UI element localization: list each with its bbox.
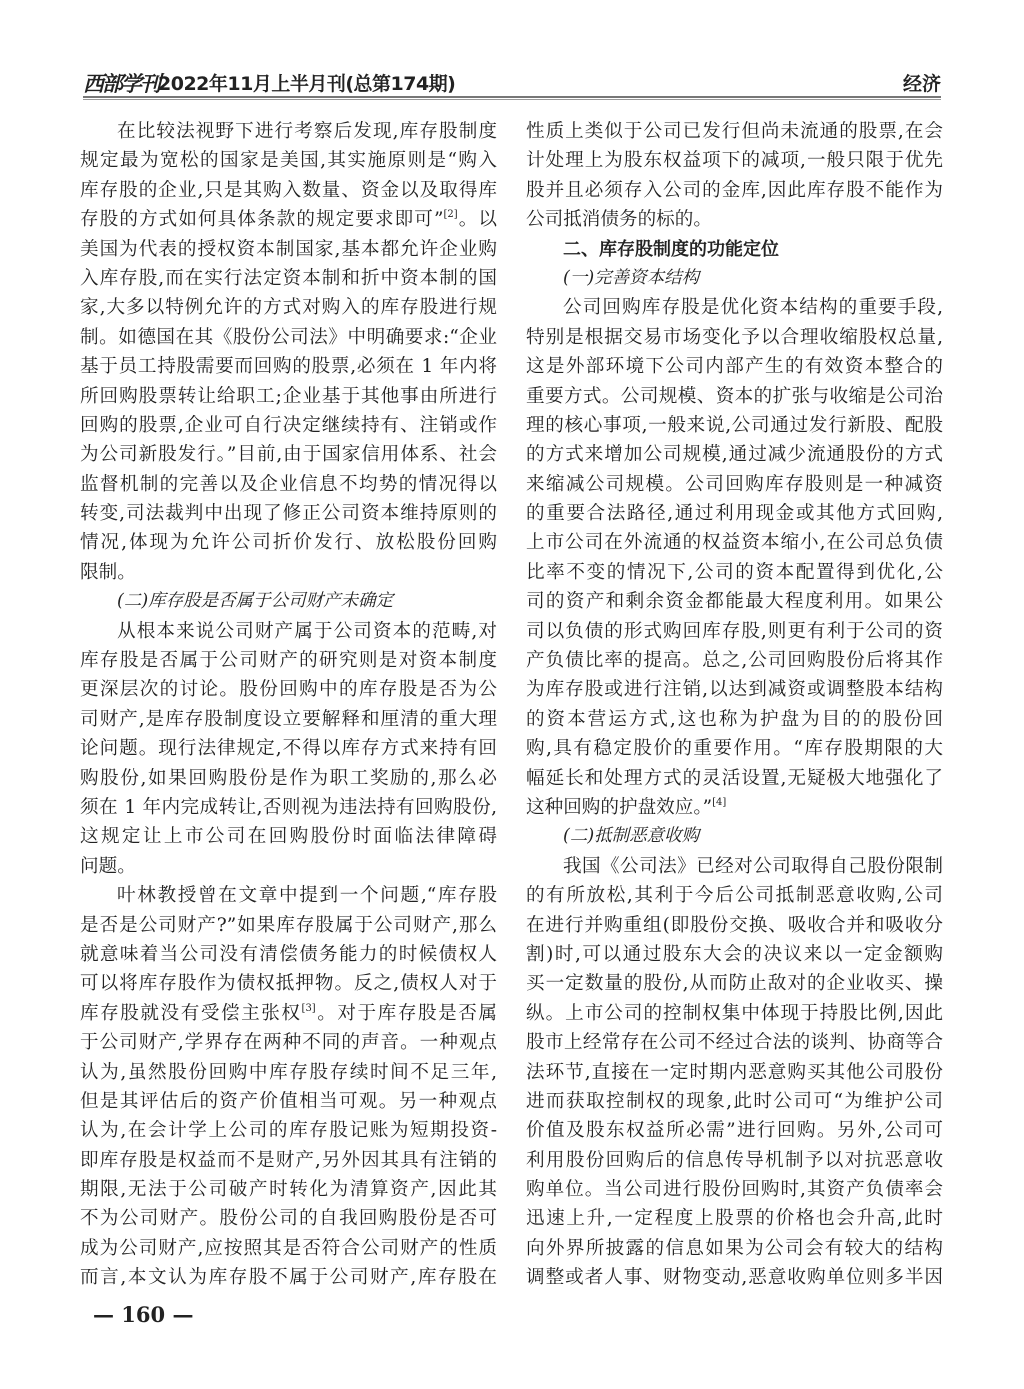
section-heading [526, 235, 943, 264]
line-text: 成为公司财产,应按照其是否符合公司财产的性质 [80, 1237, 497, 1259]
text-line [80, 1234, 497, 1263]
line-text: 这规定让上市公司在回购股份时面临法律障碍 [80, 826, 497, 848]
text-line [526, 411, 943, 440]
text-line [526, 852, 943, 881]
line-text: 公司回购库存股是优化资本结构的重要手段, [563, 297, 943, 319]
line-text: 规定最为宽松的国家是美国,其实施原则是“购入 [80, 150, 497, 172]
line-text: 在进行并购重组(即股份交换、吸收合并和吸收分 [526, 914, 943, 936]
right-column [526, 117, 943, 1293]
line-text: 认为,在会计学上公司的库存股记账为短期投资- [80, 1120, 497, 1142]
text-line [80, 705, 497, 734]
line-text: 购单位。当公司进行股份回购时,其资产负债率会 [526, 1179, 943, 1201]
text-line [80, 352, 497, 381]
text-line [80, 382, 497, 411]
line-text: 不为公司财产。股份公司的自我回购股份是否可 [80, 1208, 497, 1230]
line-text: 法环节,直接在一定时期内恶意购买其他公司股份 [526, 1061, 943, 1083]
text-line [526, 587, 943, 616]
line-text: 家,大多以特例允许的方式对购入的库存股进行规 [80, 297, 497, 319]
line-text: 库存股就没有受偿主张权 [80, 1002, 302, 1024]
line-text: 这种回购的护盘效应。” [526, 796, 713, 818]
line-text: 但是其评估后的资产价值相当可观。另一种观点 [80, 1090, 497, 1112]
text-line [526, 1087, 943, 1116]
text-line [80, 499, 497, 528]
line-text: 的方式来增加公司规模,通过减少流通股份的方式 [526, 444, 943, 466]
text-line [526, 1028, 943, 1057]
text-line [80, 1146, 497, 1175]
line-text: 更深层次的讨论。股份回购中的库存股是否为公 [80, 679, 497, 701]
text-line [80, 852, 497, 881]
line-text: (二)抵制恶意收购 [563, 826, 700, 847]
line-text: 二、库存股制度的功能定位 [563, 238, 779, 260]
line-text: 来缩减公司规模。公司回购库存股则是一种减资 [526, 473, 943, 495]
text-line [526, 911, 943, 940]
line-text: 认为,虽然股份回购中库存股存续时间不足三年, [80, 1061, 497, 1083]
line-text: 问题。 [80, 855, 136, 877]
line-text: 为库存股或进行注销,以达到减资或调整股本结构 [526, 679, 943, 701]
text-line [80, 1058, 497, 1087]
text-line [526, 969, 943, 998]
text-line [526, 382, 943, 411]
text-line [80, 1175, 497, 1204]
text-line [526, 293, 943, 322]
text-line [80, 411, 497, 440]
citation-ref: [2] [443, 209, 458, 221]
text-line [80, 470, 497, 499]
line-text: 限制。 [80, 561, 136, 583]
text-line [526, 1058, 943, 1087]
text-line [80, 675, 497, 704]
line-text: 为公司新股发行。”目前,由于国家信用体系、社会 [80, 444, 497, 466]
text-line [80, 617, 497, 646]
line-text: 幅延长和处理方式的灵活设置,无疑极大地强化了 [526, 767, 943, 789]
line-text: 。对于库存股是否属 [315, 1002, 497, 1024]
line-text: 。以 [457, 209, 497, 231]
section-heading [80, 587, 497, 616]
line-text: 购,具有稳定股价的重要作用。“库存股期限的大 [526, 738, 943, 760]
line-text: 我国《公司法》已经对公司取得自己股份限制 [563, 855, 943, 877]
text-line [80, 146, 497, 175]
text-line [526, 1263, 943, 1292]
line-text: 司的资产和剩余资金都能最大程度利用。如果公 [526, 591, 943, 613]
header-rule [83, 96, 941, 100]
citation-ref: [4] [712, 796, 727, 808]
journal-logo: 西部学刊 [83, 71, 159, 96]
text-line [526, 1146, 943, 1175]
line-text: 重要方式。公司规模、资本的扩张与收缩是公司治 [526, 385, 943, 407]
line-text: 是否是公司财产?”如果库存股属于公司财产,那么 [80, 914, 497, 936]
line-text: 性质上类似于公司已发行但尚未流通的股票,在会 [526, 121, 943, 142]
text-line [526, 558, 943, 587]
line-text: 论问题。现行法律规定,不得以库存方式来持有回 [80, 738, 497, 760]
text-line [80, 264, 497, 293]
line-text: 情况,体现为允许公司折价发行、放松股份回购 [80, 532, 497, 554]
line-text: 进而获取控制权的现象,此时公司可“为维护公司 [526, 1090, 943, 1112]
line-text: 美国为代表的授权资本制国家,基本都允许企业购 [80, 238, 497, 260]
line-text: 制。如德国在其《股份公司法》中明确要求:“企业 [80, 326, 497, 348]
line-text: 购股份,如果回购股份是作为职工奖励的,那么必 [80, 767, 497, 789]
line-text: 基于员工持股需要而回购的股票,必须在 1 年内将 [80, 356, 497, 378]
line-text: 向外界所披露的信息如果为公司会有较大的结构 [526, 1237, 943, 1259]
text-line [80, 528, 497, 557]
text-line [526, 705, 943, 734]
text-line [526, 793, 943, 822]
text-line [80, 323, 497, 352]
text-line [80, 440, 497, 469]
text-line [526, 352, 943, 381]
text-line [80, 793, 497, 822]
line-text: 股并且必须存入公司的金库,因此库存股不能作为 [526, 179, 943, 201]
line-text: 比率不变的情况下,公司的资本配置得到优化,公 [526, 561, 943, 583]
text-line [526, 440, 943, 469]
line-text: 的重要合法路径,通过利用现金或其他方式回购, [526, 503, 943, 525]
line-text: 理的核心事项,一般来说,公司通过发行新股、配股 [526, 414, 943, 436]
line-text: 存股的方式如何具体条款的规定要求即可” [80, 209, 444, 231]
text-line [526, 999, 943, 1028]
line-text: 这是外部环境下公司内部产生的有效资本整合的 [526, 356, 943, 378]
line-text: 入库存股,而在实行法定资本制和折中资本制的国 [80, 267, 497, 289]
text-line [80, 1263, 497, 1292]
text-line [526, 940, 943, 969]
text-line [526, 323, 943, 352]
text-line [526, 1116, 943, 1145]
line-text: 利用股份回购后的信息传导机制予以对抗恶意收 [526, 1149, 943, 1171]
issue-info: 2022年11月上半月刊(总第174期) [158, 73, 456, 95]
section-heading [526, 264, 943, 293]
text-line [526, 675, 943, 704]
line-text: 股市上经常存在公司不经过合法的谈判、协商等合 [526, 1032, 943, 1054]
text-line [526, 881, 943, 910]
section-name: 经济 [902, 73, 941, 95]
text-line [526, 646, 943, 675]
line-text: 就意味着当公司没有清偿债务能力的时候债权人 [80, 943, 497, 965]
line-text: 调整或者人事、财物变动,恶意收购单位则多半因 [526, 1267, 943, 1289]
line-text: 而言,本文认为库存股不属于公司财产,库存股在 [80, 1267, 497, 1289]
text-line [526, 470, 943, 499]
text-line [526, 1175, 943, 1204]
line-text: 计处理上为股东权益项下的减项,一般只限于优先 [526, 150, 943, 172]
line-text: 割)时,可以通过股东大会的决议来以一定金额购 [526, 943, 943, 965]
text-line [526, 1204, 943, 1233]
line-text: 司以负债的形式购回库存股,则更有利于公司的资 [526, 620, 943, 642]
line-text: (一)完善资本结构 [563, 267, 700, 288]
text-line [526, 176, 943, 205]
text-line [526, 528, 943, 557]
line-text: 纵。上市公司的控制权集中体现于持股比例,因此 [526, 1002, 943, 1024]
line-text: 的资本营运方式,这也称为护盘为目的的股份回 [526, 708, 943, 730]
line-text: 库存股的企业,只是其购入数量、资金以及取得库 [80, 179, 497, 201]
text-line [526, 205, 943, 234]
text-line [526, 146, 943, 175]
line-text: 在比较法视野下进行考察后发现,库存股制度 [117, 121, 497, 142]
text-line [80, 999, 497, 1028]
line-text: 价值及股东权益所必需”进行回购。另外,公司可 [526, 1120, 943, 1142]
text-line [80, 293, 497, 322]
line-text: 库存股是否属于公司财产的研究则是对资本制度 [80, 650, 497, 672]
left-column [80, 117, 497, 1293]
text-line [80, 940, 497, 969]
line-text: 从根本来说公司财产属于公司资本的范畴,对 [117, 620, 497, 642]
line-text: 公司抵消债务的标的。 [526, 209, 712, 231]
text-line [80, 911, 497, 940]
text-line [80, 205, 497, 234]
text-line [526, 499, 943, 528]
line-text: 叶林教授曾在文章中提到一个问题,“库存股 [117, 885, 497, 907]
text-line [80, 734, 497, 763]
text-line [80, 176, 497, 205]
line-text: 转变,司法裁判中出现了修正公司资本维持原则的 [80, 503, 497, 525]
line-text: 司财产,是库存股制度设立要解释和厘清的重大理 [80, 708, 497, 730]
citation-ref: [3] [301, 1002, 316, 1014]
line-text: 迅速上升,一定程度上股票的价格也会升高,此时 [526, 1208, 943, 1230]
line-text: 产负债比率的提高。总之,公司回购股份后将其作 [526, 650, 943, 672]
line-text: 监督机制的完善以及企业信息不均势的情况得以 [80, 473, 497, 495]
line-text: 的有所放松,其利于今后公司抵制恶意收购,公司 [526, 885, 943, 907]
text-line [80, 235, 497, 264]
page-number: — 160 — [93, 1302, 194, 1327]
text-line [80, 558, 497, 587]
line-text: 买一定数量的股份,从而防止敌对的企业收买、操 [526, 973, 943, 995]
text-line [526, 617, 943, 646]
text-line [80, 1028, 497, 1057]
line-text: 即库存股是权益而不是财产,另外因其具有注销的 [80, 1149, 497, 1171]
line-text: 可以将库存股作为债权抵押物。反之,债权人对于 [80, 973, 497, 995]
line-text: 于公司财产,学界存在两种不同的声音。一种观点 [80, 1032, 497, 1054]
section-heading [526, 822, 943, 851]
line-text: 回购的股票,企业可自行决定继续持有、注销或作 [80, 414, 497, 436]
running-header [83, 68, 941, 94]
line-text: 特别是根据交易市场变化予以合理收缩股权总量, [526, 326, 943, 348]
text-line [80, 1116, 497, 1145]
text-line [80, 881, 497, 910]
text-line [526, 734, 943, 763]
text-line [526, 1234, 943, 1263]
text-line [526, 764, 943, 793]
line-text: 所回购股票转让给职工;企业基于其他事由所进行 [80, 385, 497, 407]
line-text: 期限,无法于公司破产时转化为清算资产,因此其 [80, 1179, 497, 1201]
text-line [80, 969, 497, 998]
text-line [80, 822, 497, 851]
text-line [526, 117, 943, 146]
line-text: 须在 1 年内完成转让,否则视为违法持有回购股份, [80, 796, 497, 818]
text-line [80, 646, 497, 675]
text-line [80, 117, 497, 146]
line-text: (二)库存股是否属于公司财产未确定 [117, 591, 394, 612]
text-line [80, 1087, 497, 1116]
text-line [80, 1204, 497, 1233]
text-line [80, 764, 497, 793]
line-text: 上市公司在外流通的权益资本缩小,在公司总负债 [526, 532, 943, 554]
